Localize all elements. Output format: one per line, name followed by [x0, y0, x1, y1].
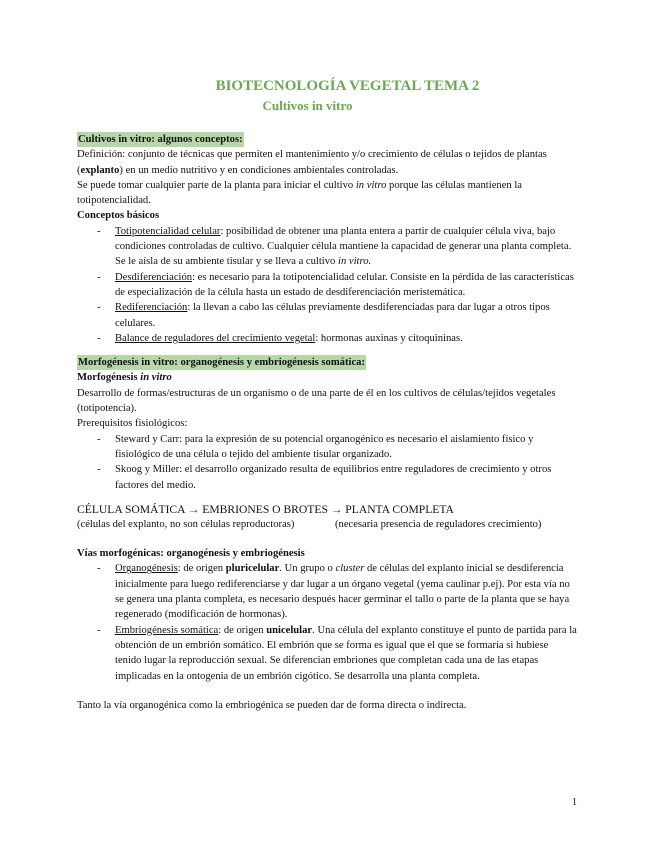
term-italic: cluster: [335, 563, 365, 575]
prerequisitos-label: Prerequisitos fisiológicos:: [77, 418, 188, 430]
morfogenesis-subheading: [77, 370, 577, 385]
prerequisitos-list: [77, 432, 577, 493]
term: Totipotencialidad celular: [115, 225, 221, 237]
term-desc: de células del explanto inicial se desdiferencia inicialmente para luego rediferenciarse y dar lugar a un órgano vegetal (yema caulinar p.ej). Por esta vía no se genera una planta completa, es necesario después hacer germinar el tallo o parte de la planta que se haya regenerado (modificación de hormonas).: [115, 563, 570, 621]
definition-text-end: ) en un medio nutritivo y en condiciones ambientales controladas.: [119, 164, 399, 176]
term: Rediferenciación: [115, 302, 188, 314]
term-desc: : de origen: [177, 563, 226, 575]
term-desc: : la llevan a cabo las células previamente desdiferenciadas para dar lugar a otros tipos celulares.: [115, 302, 550, 329]
term-desc: . Un grupo o: [279, 563, 336, 575]
page-number: 1: [572, 797, 577, 808]
definition-text: Definición: conjunto de técnicas que permiten el mantenimiento y/o crecimiento de células o tejidos de plantas (: [77, 149, 547, 176]
term-desc: : de origen: [218, 624, 267, 636]
list-item: - Steward y Carr: para la expresión de su potencial organogénico es necesario el aislamiento físico y fisiológico de una célula o tejido del ambiente tisular organizado.: [77, 432, 577, 463]
term: Organogénesis: [115, 563, 178, 575]
term-desc: : es necesario para la totipotencialidad celular. Consiste en la pérdida de las características de especialización de la célula hasta un estado de desdiferenciación meristemática.: [115, 271, 574, 298]
section-heading-morfogenesis: Morfogénesis in vitro: organogénesis y embriogénesis somática:: [77, 355, 366, 370]
subheading-text: Morfogénesis: [77, 372, 141, 384]
term: Desdiferenciación: [115, 271, 193, 283]
flow-notes: [77, 517, 577, 532]
document-subtitle: Cultivos in vitro: [262, 98, 353, 113]
list-item: - Skoog y Miller: el desarrollo organizado resulta de equilibrios entre reguladores de crecimiento y otros factores del medio.: [77, 462, 577, 493]
document-title: BIOTECNOLOGÍA VEGETAL TEMA 2: [215, 78, 480, 94]
para-text-end: porque las células mantienen la totipotencialidad.: [77, 179, 522, 207]
subheading-italic: in vitro: [140, 372, 172, 384]
list-item: [77, 331, 577, 346]
para-text: Se puede tomar cualquier parte de la planta para iniciar el cultivo: [77, 179, 356, 191]
term-desc: : hormonas auxinas y citoquininas.: [315, 332, 463, 344]
list-item: [77, 300, 577, 331]
term-bold: unicelular: [266, 624, 313, 636]
flow-note-2: (necesaria presencia de reguladores crecimiento): [335, 519, 542, 531]
definition-bold: explanto: [80, 164, 120, 176]
definition-paragraph: [77, 147, 577, 178]
term: Balance de reguladores del crecimiento vegetal: [115, 332, 316, 344]
list-item: [77, 270, 577, 301]
list-item: [77, 561, 577, 622]
list-item: [77, 224, 577, 270]
term: Embriogénesis somática: [115, 624, 219, 636]
list-item: [77, 623, 577, 684]
document-body: [77, 132, 577, 713]
totipotency-paragraph: [77, 178, 577, 209]
term-desc: : posibilidad de obtener una planta entera a partir de cualquier célula viva, bajo condiciones controladas de cultivo. Cualquier célula mantiene la capacidad de generar una planta completa. Se le aísla de su ambiente tisular y se lleva a cultivo: [115, 225, 572, 268]
flow-note-1: (células del explanto, no son células reproductoras): [77, 519, 295, 531]
term-italic: in vitro.: [338, 256, 372, 268]
conceptos-heading: Conceptos básicos: [77, 210, 160, 222]
term-desc: . Una célula del explanto constituye el punto de partida para la obtención de un embrión somático. El embrión que se forma es igual que el que se formaría si hubiese tenido lugar la reproducción sexual. Se diferencian embriones que completan cada una de las etapas implicadas en la ontogenia de un embrión cigótico. Se desarrolla una planta completa.: [115, 624, 577, 682]
section-heading-cultivos: Cultivos in vitro: algunos conceptos:: [77, 132, 244, 147]
vias-heading: Vías morfogénicas: organogénesis y embriogénesis: [77, 548, 305, 560]
para-italic: in vitro: [355, 179, 387, 191]
vias-list: [77, 561, 577, 683]
morfogenesis-paragraph: Desarrollo de formas/estructuras de un organismo o de una parte de él en los cultivos de células/tejidos vegetales (totipotencia).: [77, 387, 556, 415]
final-paragraph: Tanto la vía organogénica como la embriogénica se pueden dar de forma directa o indirecta.: [77, 699, 467, 711]
conceptos-list: [77, 224, 577, 346]
term-bold: pluricelular: [225, 563, 280, 575]
flow-line: CÉLULA SOMÁTICA → EMBRIONES O BROTES → PLANTA COMPLETA: [77, 502, 454, 516]
